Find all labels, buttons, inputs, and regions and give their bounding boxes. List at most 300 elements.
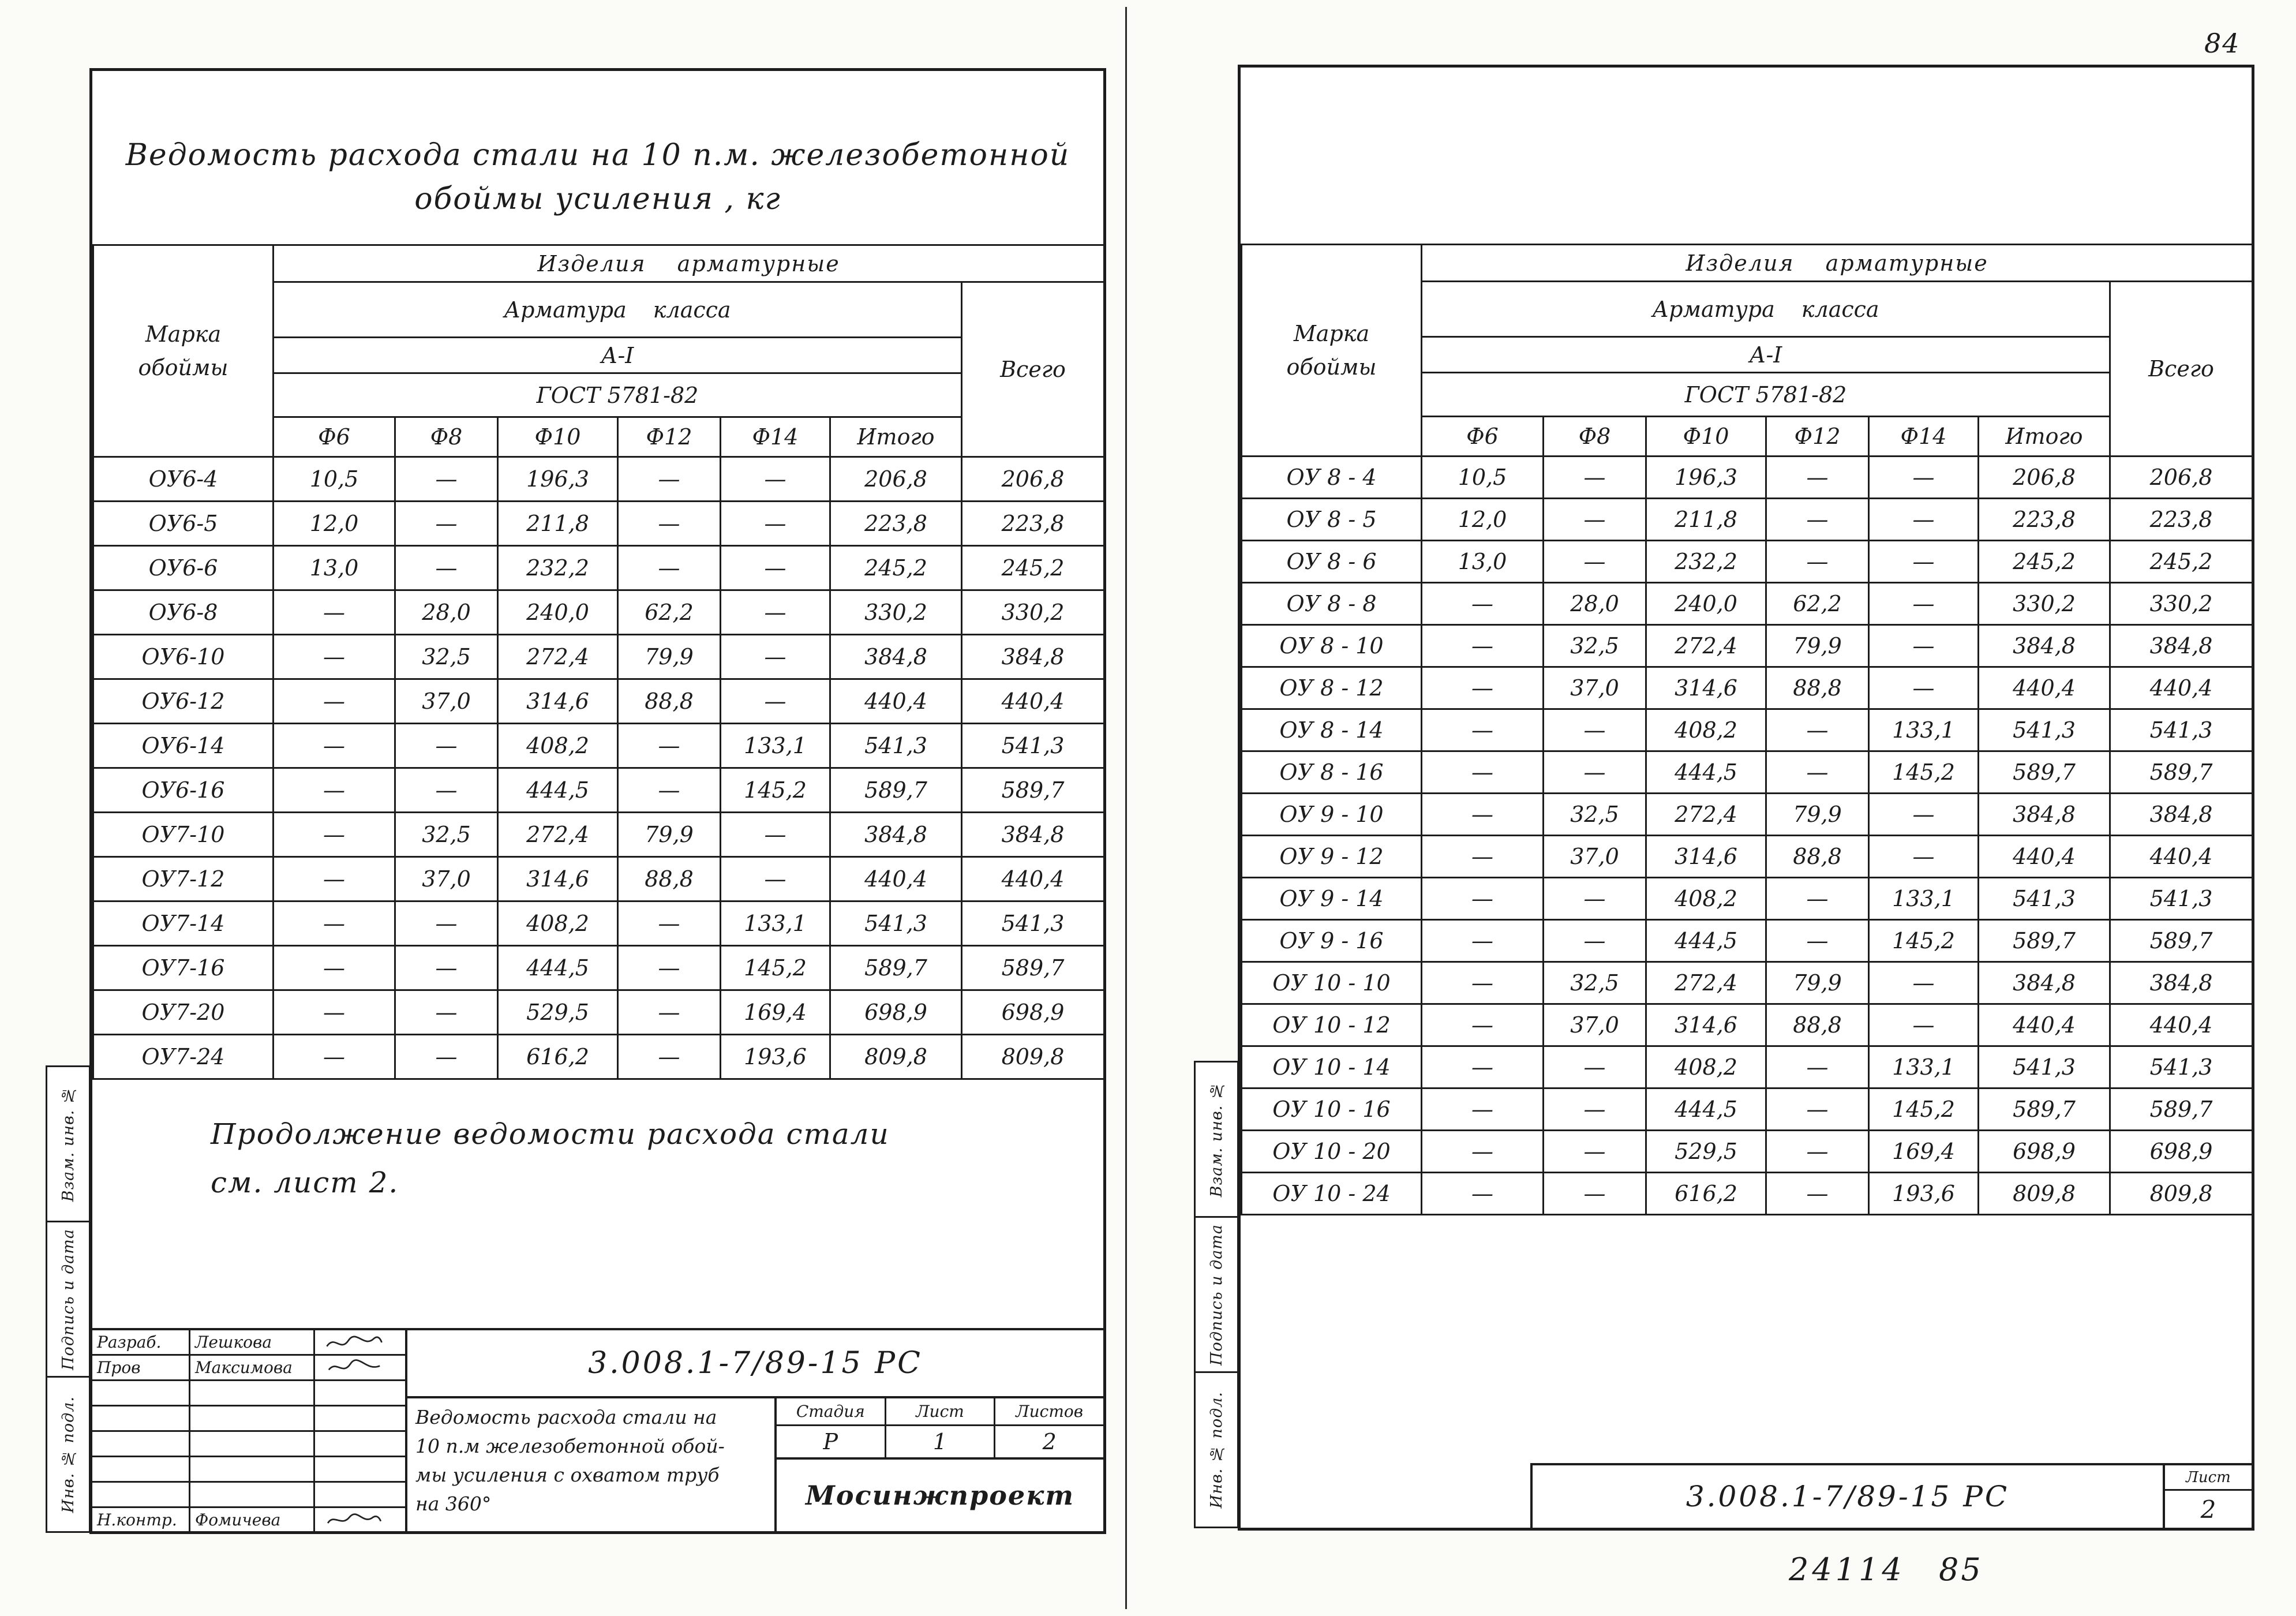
value-cell-d12: — (618, 724, 721, 768)
signature-scribble (320, 1510, 389, 1530)
total-cell: 589,7 (962, 768, 1104, 813)
value-cell-d8: — (395, 990, 498, 1035)
value-cell-d8: 28,0 (395, 590, 498, 635)
value-cell-d10: 408,2 (1646, 709, 1766, 751)
margin-box (46, 1376, 91, 1533)
value-cell-d6: — (274, 768, 395, 813)
value-cell-d8: 37,0 (395, 679, 498, 724)
right-margin-stamps (1194, 1061, 1239, 1528)
value-cell-d12: — (618, 901, 721, 946)
sheet-label: Лист (2165, 1465, 2252, 1491)
total-cell: 206,8 (2110, 457, 2253, 499)
value-cell-itogo: 223,8 (1979, 499, 2110, 541)
value-cell-itogo: 384,8 (1979, 625, 2110, 667)
mark-cell: ОУ7-16 (93, 946, 274, 990)
value-cell-d12: — (1766, 920, 1869, 962)
value-cell-d12: — (1766, 1088, 1869, 1131)
value-cell-d6: — (274, 946, 395, 990)
mark-cell: ОУ6-5 (93, 502, 274, 546)
mark-cell: ОУ 10 - 14 (1242, 1046, 1422, 1088)
value-cell-d12: — (618, 502, 721, 546)
empty-cell (190, 1432, 315, 1457)
table-row (93, 1035, 1104, 1079)
value-cell-d6: — (274, 724, 395, 768)
total-cell: 384,8 (962, 813, 1104, 857)
value-cell-d14: — (721, 502, 830, 546)
value-cell-d8: 32,5 (1544, 794, 1646, 836)
table-row (93, 546, 1104, 590)
value-cell-d6: — (1422, 751, 1544, 794)
total-cell: 440,4 (962, 857, 1104, 901)
value-cell-d10: 444,5 (498, 768, 618, 813)
value-cell-d10: 314,6 (498, 857, 618, 901)
value-cell-d8: — (1544, 457, 1646, 499)
header-itogo: Итого (830, 417, 962, 457)
total-cell: 440,4 (2110, 836, 2253, 878)
margin-label-inv: Инв. № подл. (1207, 1391, 1226, 1509)
value-cell-d12: 88,8 (1766, 667, 1869, 709)
value-cell-d8: 37,0 (395, 857, 498, 901)
table-body (93, 457, 1104, 1079)
mark-cell: ОУ 8 - 6 (1242, 541, 1422, 583)
document-number: 3.008.1-7/89-15 РС (1533, 1465, 2165, 1528)
value-cell-d14: — (1869, 667, 1979, 709)
title-line-2: обоймы усиления , кг (414, 182, 781, 216)
footer-inventory-number: 24114 (1789, 1551, 1905, 1588)
table-row (93, 590, 1104, 635)
value-cell-d6: 13,0 (274, 546, 395, 590)
value-cell-d14: — (721, 679, 830, 724)
value-cell-d10: 211,8 (1646, 499, 1766, 541)
value-cell-d8: 37,0 (1544, 667, 1646, 709)
value-cell-itogo: 330,2 (830, 590, 962, 635)
total-cell: 223,8 (962, 502, 1104, 546)
steel-consumption-table-sheet2 (1241, 244, 2253, 1215)
value-cell-d14: — (1869, 457, 1979, 499)
header-itogo: Итого (1979, 417, 2110, 457)
value-cell-d6: 12,0 (274, 502, 395, 546)
value-cell-itogo: 440,4 (1979, 667, 2110, 709)
value-cell-d12: 79,9 (618, 813, 721, 857)
mark-cell: ОУ7-14 (93, 901, 274, 946)
value-cell-d6: — (274, 813, 395, 857)
empty-cell (315, 1457, 407, 1483)
title-line-1: Ведомость расхода стали на 10 п.м. железобетонной (125, 138, 1070, 173)
value-cell-d8: 32,5 (1544, 625, 1646, 667)
table-row (93, 946, 1104, 990)
total-cell: 384,8 (2110, 625, 2253, 667)
total-cell: 541,3 (962, 724, 1104, 768)
total-cell: 698,9 (2110, 1131, 2253, 1173)
sheet-value: 2 (2200, 1495, 2216, 1524)
margin-label-inv: Инв. № подл. (59, 1396, 77, 1513)
value-cell-d8: — (1544, 751, 1646, 794)
value-cell-d8: 32,5 (1544, 962, 1646, 1004)
value-cell-d10: 272,4 (498, 635, 618, 679)
value-cell-d8: — (1544, 1131, 1646, 1173)
value-cell-d10: 616,2 (1646, 1173, 1766, 1215)
organization-name: Мосинжпроект (805, 1480, 1074, 1511)
value-cell-d14: 145,2 (1869, 751, 1979, 794)
mark-cell: ОУ6-14 (93, 724, 274, 768)
empty-cell (315, 1432, 407, 1457)
table-row (93, 679, 1104, 724)
signer-name: Фомичева (190, 1508, 315, 1533)
margin-box (1194, 1216, 1239, 1373)
total-cell: 384,8 (2110, 794, 2253, 836)
description-line: Ведомость расхода стали на (415, 1406, 717, 1428)
header-steel-class: А-I (1422, 337, 2110, 373)
margin-box (46, 1221, 91, 1378)
value-cell-itogo: 698,9 (830, 990, 962, 1035)
value-cell-d6: 10,5 (1422, 457, 1544, 499)
header-mark (93, 245, 274, 457)
value-cell-itogo: 698,9 (1979, 1131, 2110, 1173)
value-cell-d8: — (1544, 1046, 1646, 1088)
value-cell-d6: — (274, 901, 395, 946)
value-cell-d14: 133,1 (1869, 1046, 1979, 1088)
margin-box (1194, 1371, 1239, 1528)
header-group: Изделия арматурные (274, 245, 1104, 282)
table-row (1242, 583, 2253, 625)
empty-cell (190, 1381, 315, 1406)
value-cell-itogo: 440,4 (1979, 836, 2110, 878)
value-cell-d12: 88,8 (618, 857, 721, 901)
header-d14: Ф14 (721, 417, 830, 457)
value-cell-d14: — (1869, 836, 1979, 878)
description-line: мы усиления с охватом труб (415, 1464, 720, 1486)
value-cell-d6: — (1422, 667, 1544, 709)
mark-cell: ОУ7-20 (93, 990, 274, 1035)
table-row (93, 635, 1104, 679)
value-cell-d10: 272,4 (1646, 962, 1766, 1004)
value-cell-d8: — (395, 502, 498, 546)
header-class: Арматура класса (1422, 282, 2110, 337)
value-cell-d6: — (274, 1035, 395, 1079)
margin-label-podpis: Подпись и дата (59, 1228, 77, 1370)
value-cell-itogo: 245,2 (830, 546, 962, 590)
value-cell-itogo: 541,3 (1979, 878, 2110, 920)
value-cell-d10: 529,5 (498, 990, 618, 1035)
value-cell-d6: — (1422, 1088, 1544, 1131)
table-header (1242, 245, 2253, 457)
total-cell: 589,7 (2110, 751, 2253, 794)
value-cell-d6: — (1422, 1046, 1544, 1088)
header-d12: Ф12 (1766, 417, 1869, 457)
value-cell-d10: 314,6 (1646, 667, 1766, 709)
empty-cell (315, 1483, 407, 1508)
sheets-label: Листов (995, 1398, 1103, 1426)
mark-cell: ОУ6-10 (93, 635, 274, 679)
total-cell: 330,2 (962, 590, 1104, 635)
value-cell-itogo: 589,7 (830, 768, 962, 813)
page-fold-line (1125, 7, 1127, 1609)
total-cell: 223,8 (2110, 499, 2253, 541)
sheet-value: 1 (932, 1429, 947, 1454)
value-cell-d12: — (1766, 457, 1869, 499)
value-cell-d8: 37,0 (1544, 1004, 1646, 1046)
value-cell-d10: 240,0 (498, 590, 618, 635)
total-cell: 245,2 (2110, 541, 2253, 583)
value-cell-d10: 408,2 (498, 901, 618, 946)
signature-scribble-cell (315, 1356, 407, 1381)
value-cell-d14: — (1869, 583, 1979, 625)
table-row (1242, 1173, 2253, 1215)
table-row (1242, 1046, 2253, 1088)
value-cell-itogo: 541,3 (1979, 709, 2110, 751)
header-d8: Ф8 (1544, 417, 1646, 457)
value-cell-d6: 12,0 (1422, 499, 1544, 541)
total-cell: 541,3 (962, 901, 1104, 946)
signature-scribble (320, 1358, 389, 1378)
mark-cell: ОУ 8 - 14 (1242, 709, 1422, 751)
value-cell-d12: 79,9 (618, 635, 721, 679)
value-cell-d10: 408,2 (1646, 1046, 1766, 1088)
value-cell-d10: 196,3 (1646, 457, 1766, 499)
value-cell-d14: — (1869, 499, 1979, 541)
value-cell-d6: — (274, 679, 395, 724)
value-cell-d12: — (618, 768, 721, 813)
header-total: Всего (962, 282, 1104, 457)
value-cell-d12: 88,8 (1766, 1004, 1869, 1046)
value-cell-d6: — (274, 635, 395, 679)
table-row (1242, 541, 2253, 583)
left-page-title (92, 133, 1103, 221)
value-cell-d10: 529,5 (1646, 1131, 1766, 1173)
signature-grid (92, 1330, 407, 1531)
value-cell-d8: — (1544, 1173, 1646, 1215)
value-cell-itogo: 206,8 (1979, 457, 2110, 499)
signature-scribble-cell (315, 1508, 407, 1533)
value-cell-d6: — (1422, 878, 1544, 920)
value-cell-d14: — (721, 590, 830, 635)
note-line-1: Продолжение ведомости расхода стали (211, 1117, 890, 1151)
value-cell-d10: 240,0 (1646, 583, 1766, 625)
mark-cell: ОУ 9 - 10 (1242, 794, 1422, 836)
value-cell-d12: — (1766, 878, 1869, 920)
value-cell-d14: 169,4 (1869, 1131, 1979, 1173)
value-cell-d12: 62,2 (618, 590, 721, 635)
empty-cell (190, 1457, 315, 1483)
sheet-box (2165, 1465, 2252, 1528)
value-cell-d14: 133,1 (721, 724, 830, 768)
total-cell: 440,4 (2110, 1004, 2253, 1046)
value-cell-d8: 37,0 (1544, 836, 1646, 878)
total-cell: 440,4 (962, 679, 1104, 724)
value-cell-itogo: 440,4 (830, 857, 962, 901)
value-cell-d6: — (1422, 583, 1544, 625)
page-number: 84 (2204, 28, 2241, 59)
margin-box (1194, 1061, 1239, 1218)
value-cell-d8: — (1544, 920, 1646, 962)
signer-role: Н.контр. (92, 1508, 190, 1533)
title-block (92, 1328, 1103, 1531)
right-page (1238, 65, 2254, 1531)
value-cell-itogo: 384,8 (830, 635, 962, 679)
value-cell-d12: — (618, 1035, 721, 1079)
value-cell-d10: 272,4 (498, 813, 618, 857)
value-cell-d10: 232,2 (498, 546, 618, 590)
value-cell-d8: — (1544, 541, 1646, 583)
table-row (93, 724, 1104, 768)
table-row (1242, 751, 2253, 794)
left-page (89, 68, 1106, 1534)
value-cell-d14: — (721, 635, 830, 679)
total-cell: 589,7 (962, 946, 1104, 990)
empty-cell (92, 1457, 190, 1483)
value-cell-d12: 79,9 (1766, 625, 1869, 667)
margin-label-vzam: Взам. инв. № (1207, 1081, 1226, 1198)
value-cell-d6: — (274, 990, 395, 1035)
value-cell-d12: 79,9 (1766, 962, 1869, 1004)
value-cell-d8: — (1544, 709, 1646, 751)
value-cell-d10: 616,2 (498, 1035, 618, 1079)
mark-cell: ОУ 8 - 5 (1242, 499, 1422, 541)
header-gost: ГОСТ 5781-82 (274, 373, 962, 417)
value-cell-itogo: 440,4 (1979, 1004, 2110, 1046)
value-cell-d8: — (395, 1035, 498, 1079)
empty-cell (315, 1381, 407, 1406)
total-cell: 809,8 (2110, 1173, 2253, 1215)
value-cell-d8: — (1544, 499, 1646, 541)
value-cell-d14: — (1869, 962, 1979, 1004)
stage-sheet-table (777, 1398, 1103, 1460)
value-cell-d14: 133,1 (1869, 709, 1979, 751)
value-cell-itogo: 541,3 (830, 724, 962, 768)
value-cell-d10: 444,5 (498, 946, 618, 990)
table-row (1242, 962, 2253, 1004)
value-cell-d12: — (618, 946, 721, 990)
header-d6: Ф6 (274, 417, 395, 457)
value-cell-d10: 444,5 (1646, 1088, 1766, 1131)
value-cell-d12: — (1766, 709, 1869, 751)
title-block-sheet2 (1530, 1463, 2252, 1528)
mark-cell: ОУ 10 - 20 (1242, 1131, 1422, 1173)
header-d10: Ф10 (498, 417, 618, 457)
value-cell-d10: 272,4 (1646, 794, 1766, 836)
value-cell-d14: — (721, 813, 830, 857)
value-cell-d8: — (395, 457, 498, 502)
document-description (407, 1398, 777, 1531)
value-cell-itogo: 589,7 (1979, 920, 2110, 962)
header-gost: ГОСТ 5781-82 (1422, 373, 2110, 417)
value-cell-d12: 88,8 (618, 679, 721, 724)
value-cell-itogo: 541,3 (1979, 1046, 2110, 1088)
value-cell-d12: — (1766, 541, 1869, 583)
note-line-2: см. лист 2. (211, 1166, 399, 1199)
signature-scribble-cell (315, 1330, 407, 1356)
signature-scribble (320, 1333, 389, 1352)
total-cell: 245,2 (962, 546, 1104, 590)
value-cell-d8: — (395, 946, 498, 990)
value-cell-d10: 314,6 (1646, 1004, 1766, 1046)
value-cell-d14: 145,2 (1869, 920, 1979, 962)
empty-cell (92, 1483, 190, 1508)
empty-cell (92, 1406, 190, 1432)
value-cell-d6: — (1422, 1173, 1544, 1215)
sheet-label: Лист (886, 1398, 994, 1426)
total-cell: 698,9 (962, 990, 1104, 1035)
total-cell: 384,8 (962, 635, 1104, 679)
value-cell-d12: — (1766, 499, 1869, 541)
header-d10: Ф10 (1646, 417, 1766, 457)
margin-label-vzam: Взам. инв. № (59, 1086, 77, 1202)
value-cell-d12: — (618, 990, 721, 1035)
value-cell-d8: 32,5 (395, 813, 498, 857)
header-d6: Ф6 (1422, 417, 1544, 457)
table-row (1242, 1088, 2253, 1131)
value-cell-d8: 28,0 (1544, 583, 1646, 625)
empty-cell (190, 1406, 315, 1432)
sheets-value: 2 (1042, 1429, 1057, 1454)
signer-name: Максимова (190, 1356, 315, 1381)
mark-cell: ОУ 10 - 10 (1242, 962, 1422, 1004)
value-cell-d6: — (1422, 836, 1544, 878)
value-cell-d8: — (1544, 878, 1646, 920)
header-group: Изделия арматурные (1422, 245, 2253, 282)
header-mark-line2: обоймы (1286, 354, 1377, 380)
stage-label: Стадия (777, 1398, 885, 1426)
table-row (93, 990, 1104, 1035)
value-cell-itogo: 440,4 (830, 679, 962, 724)
table-row (1242, 1004, 2253, 1046)
value-cell-d10: 444,5 (1646, 751, 1766, 794)
mark-cell: ОУ6-4 (93, 457, 274, 502)
header-d14: Ф14 (1869, 417, 1979, 457)
value-cell-d14: 145,2 (721, 768, 830, 813)
value-cell-d14: 133,1 (721, 901, 830, 946)
table-row (93, 901, 1104, 946)
value-cell-d6: — (1422, 1131, 1544, 1173)
mark-cell: ОУ7-24 (93, 1035, 274, 1079)
value-cell-itogo: 384,8 (830, 813, 962, 857)
value-cell-d8: — (395, 901, 498, 946)
header-mark (1242, 245, 1422, 457)
value-cell-d10: 408,2 (498, 724, 618, 768)
total-cell: 809,8 (962, 1035, 1104, 1079)
mark-cell: ОУ 10 - 12 (1242, 1004, 1422, 1046)
value-cell-d6: — (1422, 625, 1544, 667)
value-cell-itogo: 384,8 (1979, 794, 2110, 836)
table-row (93, 457, 1104, 502)
table-row (1242, 625, 2253, 667)
value-cell-d14: — (1869, 625, 1979, 667)
value-cell-d10: 314,6 (498, 679, 618, 724)
value-cell-d14: — (1869, 1004, 1979, 1046)
table-row (1242, 878, 2253, 920)
value-cell-d6: — (274, 857, 395, 901)
table-row (1242, 499, 2253, 541)
value-cell-d14: 145,2 (1869, 1088, 1979, 1131)
value-cell-d14: 145,2 (721, 946, 830, 990)
value-cell-d12: — (1766, 1131, 1869, 1173)
header-mark-line1: Марка (145, 321, 222, 347)
value-cell-itogo: 809,8 (1979, 1173, 2110, 1215)
table-row (1242, 920, 2253, 962)
value-cell-d10: 314,6 (1646, 836, 1766, 878)
table-row (1242, 794, 2253, 836)
table-body (1242, 457, 2253, 1215)
steel-consumption-table-sheet1 (92, 244, 1105, 1080)
value-cell-d12: — (618, 546, 721, 590)
mark-cell: ОУ 8 - 10 (1242, 625, 1422, 667)
mark-cell: ОУ6-12 (93, 679, 274, 724)
total-cell: 384,8 (2110, 962, 2253, 1004)
value-cell-d6: — (1422, 920, 1544, 962)
document-number: 3.008.1-7/89-15 РС (407, 1330, 1103, 1398)
value-cell-d12: — (1766, 1046, 1869, 1088)
total-cell: 541,3 (2110, 1046, 2253, 1088)
